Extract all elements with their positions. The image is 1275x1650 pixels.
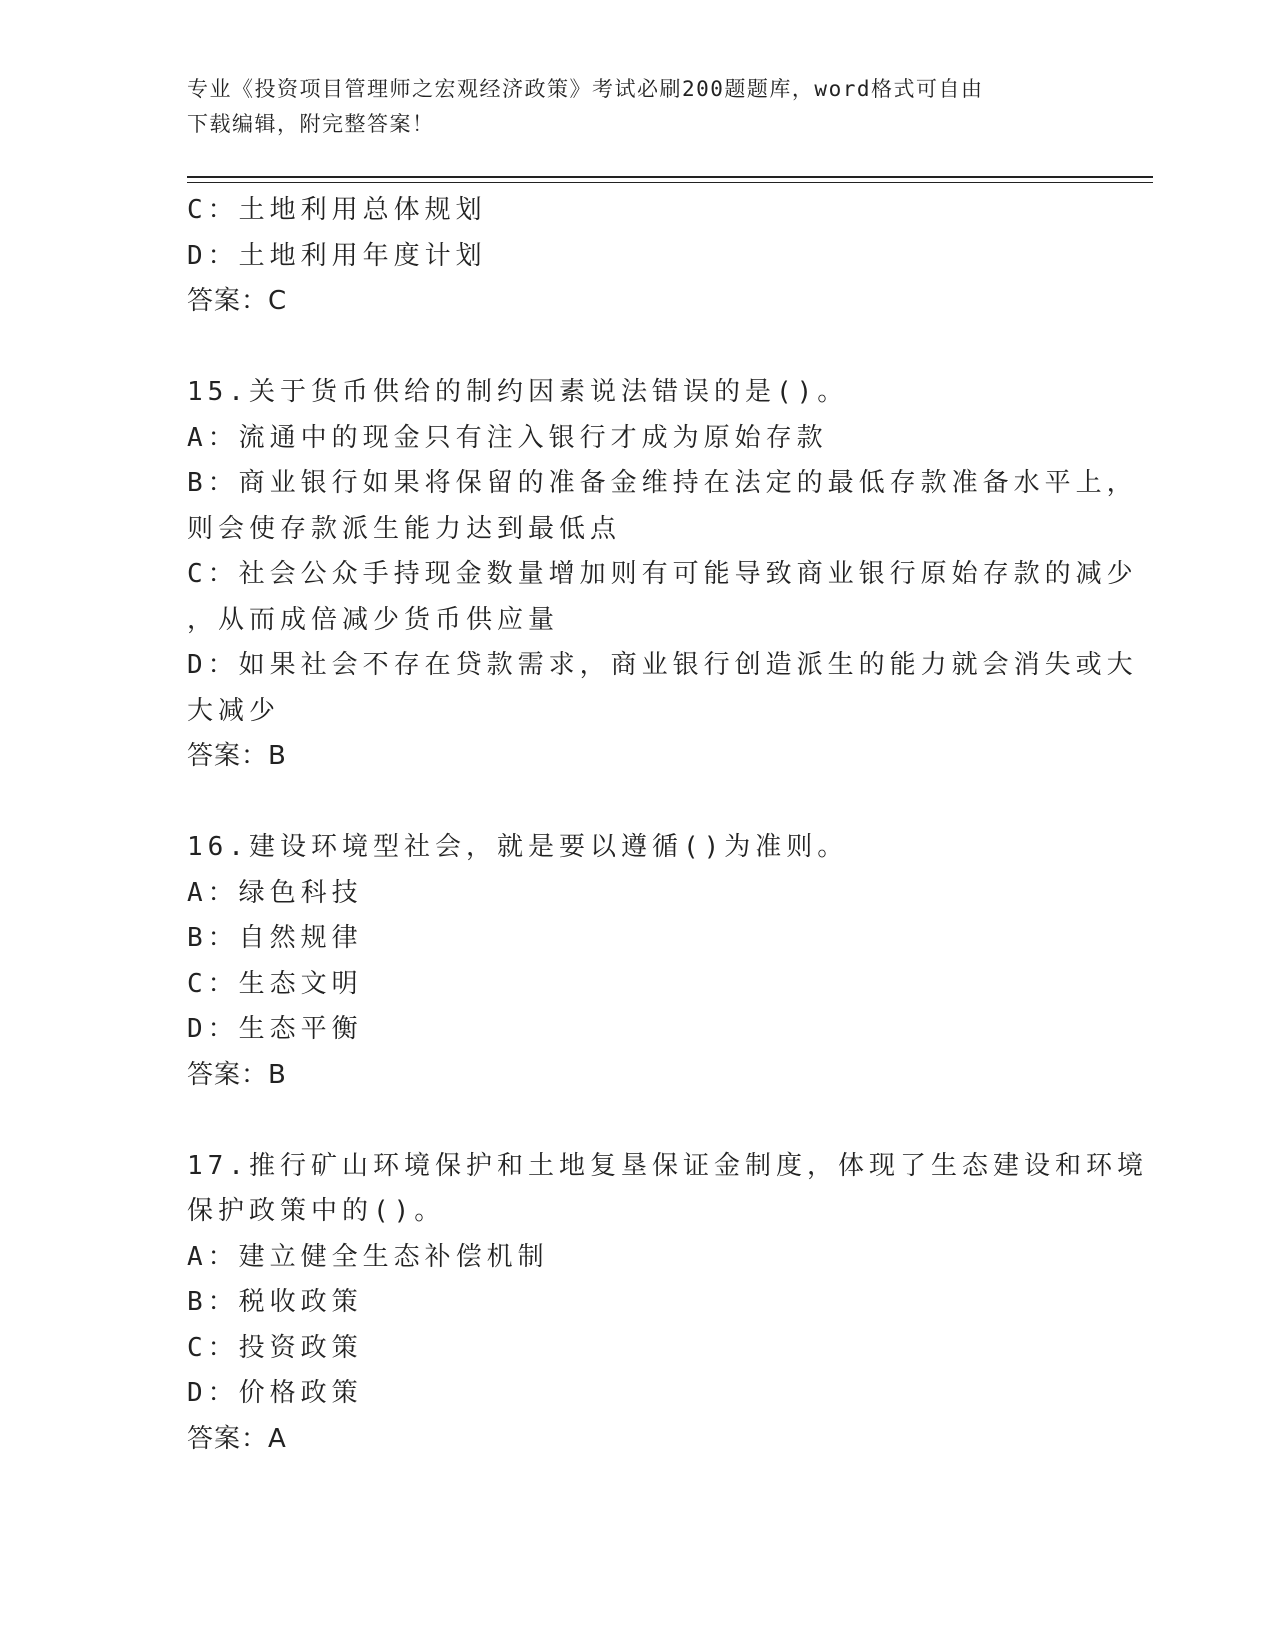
- option-b: B：自然规律: [187, 923, 363, 953]
- option-c-cont: ，从而成倍减少货币供应量: [187, 604, 560, 635]
- answer: 答案：A: [187, 1423, 287, 1454]
- prev-question: [187, 188, 1087, 325]
- option-d: D：生态平衡: [187, 1014, 363, 1044]
- header-line: 下载编辑，附完整答案！: [187, 112, 435, 136]
- option-d-cont: 大减少: [187, 695, 281, 726]
- answer: 答案：C: [187, 286, 288, 316]
- answer: 答案：B: [187, 1059, 287, 1090]
- option-a: A：绿色科技: [187, 877, 363, 908]
- question-body: [187, 188, 1148, 1462]
- option-a: A：流通中的现金只有注入银行才成为原始存款: [187, 422, 828, 453]
- question-stem: 16.建设环境型社会，就是要以遵循()为准则。: [187, 832, 849, 862]
- option-c: C：社会公众手持现金数量增加则有可能导致商业银行原始存款的减少: [187, 559, 1138, 589]
- option-b: B：商业银行如果将保留的准备金维持在法定的最低存款准备水平上，: [187, 468, 1138, 498]
- option-d: D：如果社会不存在贷款需求，商业银行创造派生的能力就会消失或大: [187, 650, 1138, 680]
- question-stem: 17.推行矿山环境保护和土地复垦保证金制度，体现了生态建设和环境: [187, 1150, 1148, 1181]
- option-d: D：价格政策: [187, 1378, 363, 1408]
- answer: 答案：B: [187, 741, 287, 771]
- header-line: 专业《投资项目管理师之宏观经济政策》考试必刷200题题库，word格式可自由: [187, 77, 984, 101]
- header-rule: [187, 176, 1153, 178]
- question-stem: 15.关于货币供给的制约因素说法错误的是()。: [187, 377, 849, 407]
- option-c: C：投资政策: [187, 1332, 363, 1363]
- option-c: C：生态文明: [187, 968, 363, 999]
- option-a: A：建立健全生态补偿机制: [187, 1241, 549, 1272]
- option: C：土地利用总体规划: [187, 195, 487, 225]
- question-stem-cont: 保护政策中的()。: [187, 1196, 446, 1226]
- question-17: [187, 1144, 1148, 1463]
- option-b-cont: 则会使存款派生能力达到最低点: [187, 513, 622, 544]
- question-15: [187, 370, 1138, 780]
- question-16: [187, 825, 1087, 1098]
- option: D：土地利用年度计划: [187, 240, 487, 271]
- option-b: B：税收政策: [187, 1287, 363, 1317]
- page-header: [187, 72, 1087, 142]
- header-rule-thin: [187, 182, 1153, 183]
